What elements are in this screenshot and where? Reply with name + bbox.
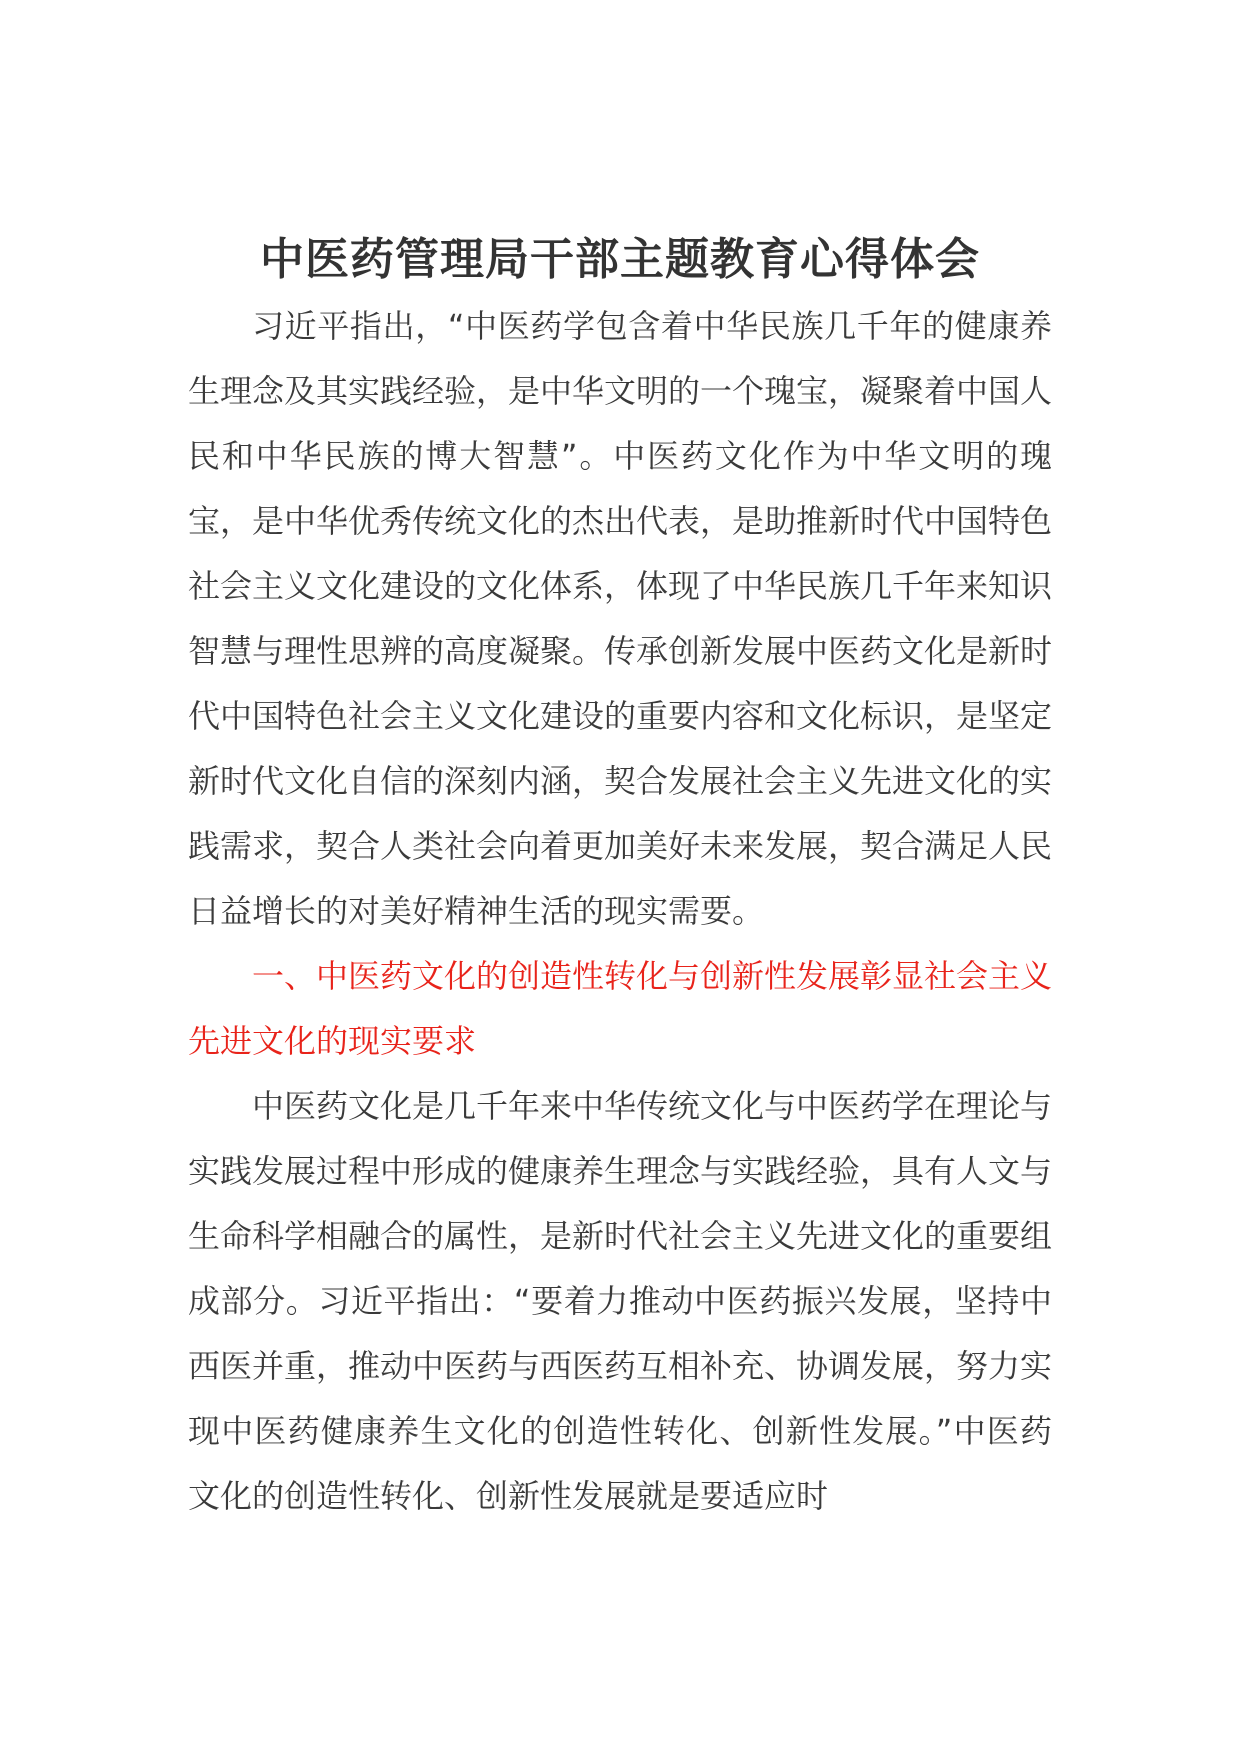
section-heading: 一、中医药文化的创造性转化与创新性发展彰显社会主义先进文化的现实要求 — [188, 957, 1053, 1060]
body-paragraph: 中医药文化是几千年来中华传统文化与中医药学在理论与实践发展过程中形成的健康养生理念与实践经验，具有人文与生命科学相融合的属性，是新时代社会主义先进文化的重要组成部分。习近平指出：“要着力推动中医药振兴发展，坚持中西医并重，推动中医药与西医药互相补充、协调发展，努力实现中医药健康养生文化的创造性转化、创新性发展。”中医药文化的创造性转化、创新性发展就是要适应时 — [188, 1087, 1053, 1515]
intro-paragraph: 习近平指出，“中医药学包含着中华民族几千年的健康养生理念及其实践经验，是中华文明的一个瑰宝，凝聚着中国人民和中华民族的博大智慧”。中医药文化作为中华文明的瑰宝，是中华优秀传统文化的杰出代表，是助推新时代中国特色社会主义文化建设的文化体系，体现了中华民族几千年来知识智慧与理性思辨的高度凝聚。传承创新发展中医药文化是新时代中国特色社会主义文化建设的重要内容和文化标识，是坚定新时代文化自信的深刻内涵，契合发展社会主义先进文化的实践需求，契合人类社会向着更加美好未来发展，契合满足人民日益增长的对美好精神生活的现实需要。 — [188, 307, 1053, 930]
document-body — [188, 294, 1052, 1529]
document-title: 中医药管理局干部主题教育心得体会 — [260, 234, 980, 286]
